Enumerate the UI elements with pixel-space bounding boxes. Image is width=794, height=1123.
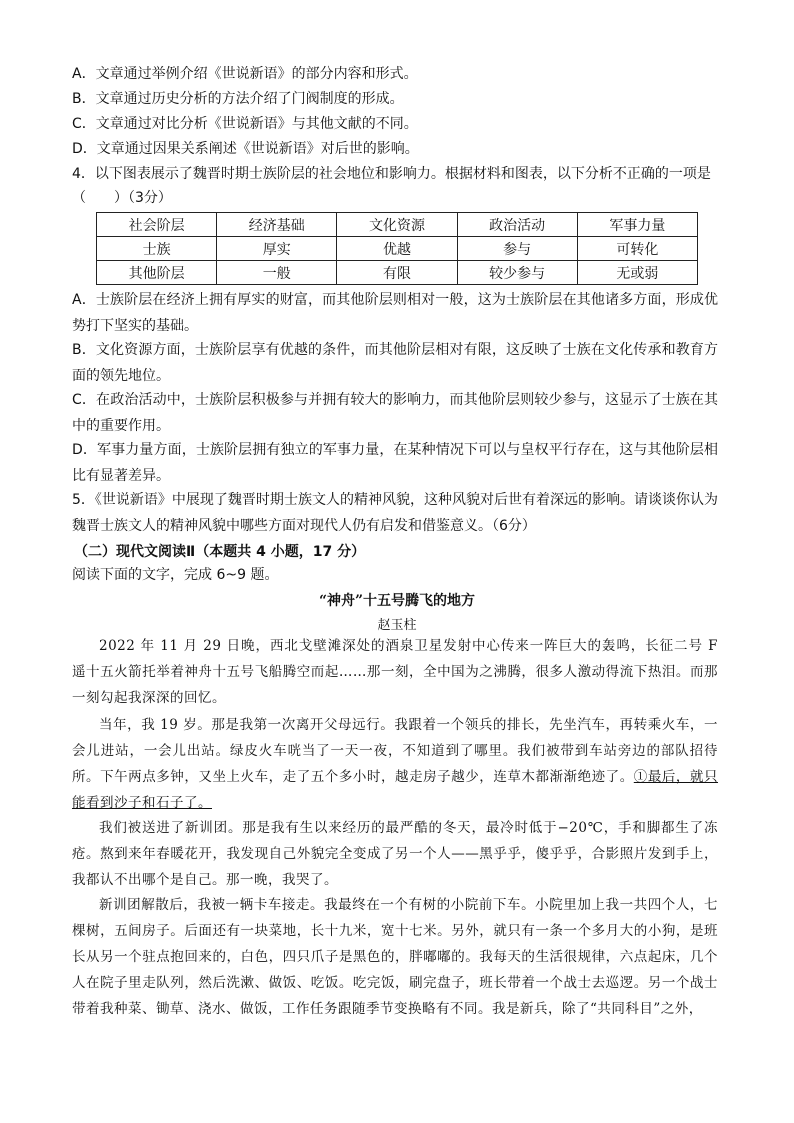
article-author: 赵玉柱 [377, 618, 417, 633]
table-cell: 士族 [97, 237, 217, 261]
table-cell: 较少参与 [457, 261, 577, 285]
article-paragraph [72, 712, 718, 816]
article-paragraph: 2022 年 11 月 29 日晚，西北戈壁滩深处的酒泉卫星发射中心传来一阵巨大的轰鸣，长征二号 F 遥十五火箭托举着神舟十五号飞船腾空而起……那一刻，全中国为之沸腾，很多人激动得流下热泪。而那一刻勾起我深深的回忆。 [72, 638, 718, 706]
option-c: C．文章通过对比分析《世说新语》与其他文献的不同。 [72, 116, 418, 132]
article-title: “神舟”十五号腾飞的地方 [318, 593, 476, 609]
marked-sentence: ①最后，就只能看到沙子和石子了。 [72, 769, 719, 811]
table-header-cell: 军事力量 [577, 213, 697, 237]
table-row [97, 261, 698, 285]
table-header-cell: 经济基础 [217, 213, 337, 237]
table-cell: 优越 [337, 237, 457, 261]
table-header-cell: 政治活动 [457, 213, 577, 237]
table-header-cell: 文化资源 [337, 213, 457, 237]
q4-option-a: A．士族阶层在经济上拥有厚实的财富，而其他阶层则相对一般，这为士族阶层在其他诸多方面，形成优势打下坚实的基础。 [72, 292, 718, 334]
q4-option-d: D．军事力量方面，士族阶层拥有独立的军事力量，在某种情况下可以与皇权平行存在，这与其他阶层相比有显著差异。 [72, 442, 718, 484]
table-cell: 一般 [217, 261, 337, 285]
q4-option-b: B．文化资源方面，士族阶层享有优越的条件，而其他阶层相对有限，这反映了士族在文化传承和教育方面的领先地位。 [72, 342, 718, 384]
stratum-table [96, 212, 698, 285]
table-cell: 厚实 [217, 237, 337, 261]
question-4-stem: 4．以下图表展示了魏晋时期士族阶层的社会地位和影响力。根据材料和图表，以下分析不正确的一项是 [72, 166, 711, 182]
table-row [97, 237, 698, 261]
article-paragraph: 新训团解散后，我被一辆卡车接走。我最终在一个有树的小院前下车。小院里加上我一共四个人，七棵树，五间房子。后面还有一块菜地，长十九米，宽十七米。另外，就只有一条一个多月大的小狗，是班长从另一个驻点抱回来的，白色，四只爪子是黑色的，胖嘟嘟的。我每天的生活很规律，六点起床，几个人在院子里走队列，然后洗漱、做饭、吃饭。吃完饭，刷完盘子，班长带着一个战士去巡逻。另一个战士带着我种菜、锄草、浇水、做饭，工作任务跟随季节变换略有不同。我是新兵，除了“共同科目”之外， [72, 897, 718, 1017]
question-4-score: （ ）（3分） [72, 190, 172, 206]
q4-option-c: C．在政治活动中，士族阶层积极参与并拥有较大的影响力，而其他阶层则较少参与，这显示了士族在其中的重要作用。 [72, 392, 718, 434]
table-cell: 其他阶层 [97, 261, 217, 285]
option-b: B．文章通过历史分析的方法介绍了门阀制度的形成。 [72, 91, 404, 107]
option-a: A．文章通过举例介绍《世说新语》的部分内容和形式。 [72, 66, 418, 82]
question-5: 5．《世说新语》中展现了魏晋时期士族文人的精神风貌，这种风貌对后世有着深远的影响。请谈谈你认为魏晋士族文人的精神风貌中哪些方面对现代人仍有启发和借鉴意义。（6分） [72, 492, 718, 534]
option-d: D．文章通过因果关系阐述《世说新语》对后世的影响。 [72, 141, 419, 157]
article-paragraph: 我们被送进了新训团。那是我有生以来经历的最严酷的冬天，最冷时低于−20℃，手和脚都生了冻疮。熬到来年春暖花开，我发现自己外貌完全变成了另一个人——黑乎乎，傻乎乎，合影照片发到手上，我都认不出哪个是自己。那一晚，我哭了。 [72, 820, 718, 888]
paragraph-text: 当年，我 19 岁。那是我第一次离开父母远行。我跟着一个领兵的排长，先坐汽车，再转乘火车，一会儿进站，一会儿出站。绿皮火车咣当了一天一夜，不知道到了哪里。我们被带到车站旁边的部队招待所。下午两点多钟，又坐上火车，走了五个多小时，越走房子越少，连草木都渐渐绝迹了。 [72, 717, 718, 785]
table-header-row [97, 213, 698, 237]
table-cell: 有限 [337, 261, 457, 285]
table-cell: 可转化 [577, 237, 697, 261]
table-cell: 参与 [457, 237, 577, 261]
table-cell: 无或弱 [577, 261, 697, 285]
section-instruction: 阅读下面的文字，完成 6~9 题。 [72, 567, 279, 583]
table-header-cell: 社会阶层 [97, 213, 217, 237]
section-heading: （二）现代文阅读Ⅱ（本题共 4 小题，17 分） [74, 544, 366, 560]
